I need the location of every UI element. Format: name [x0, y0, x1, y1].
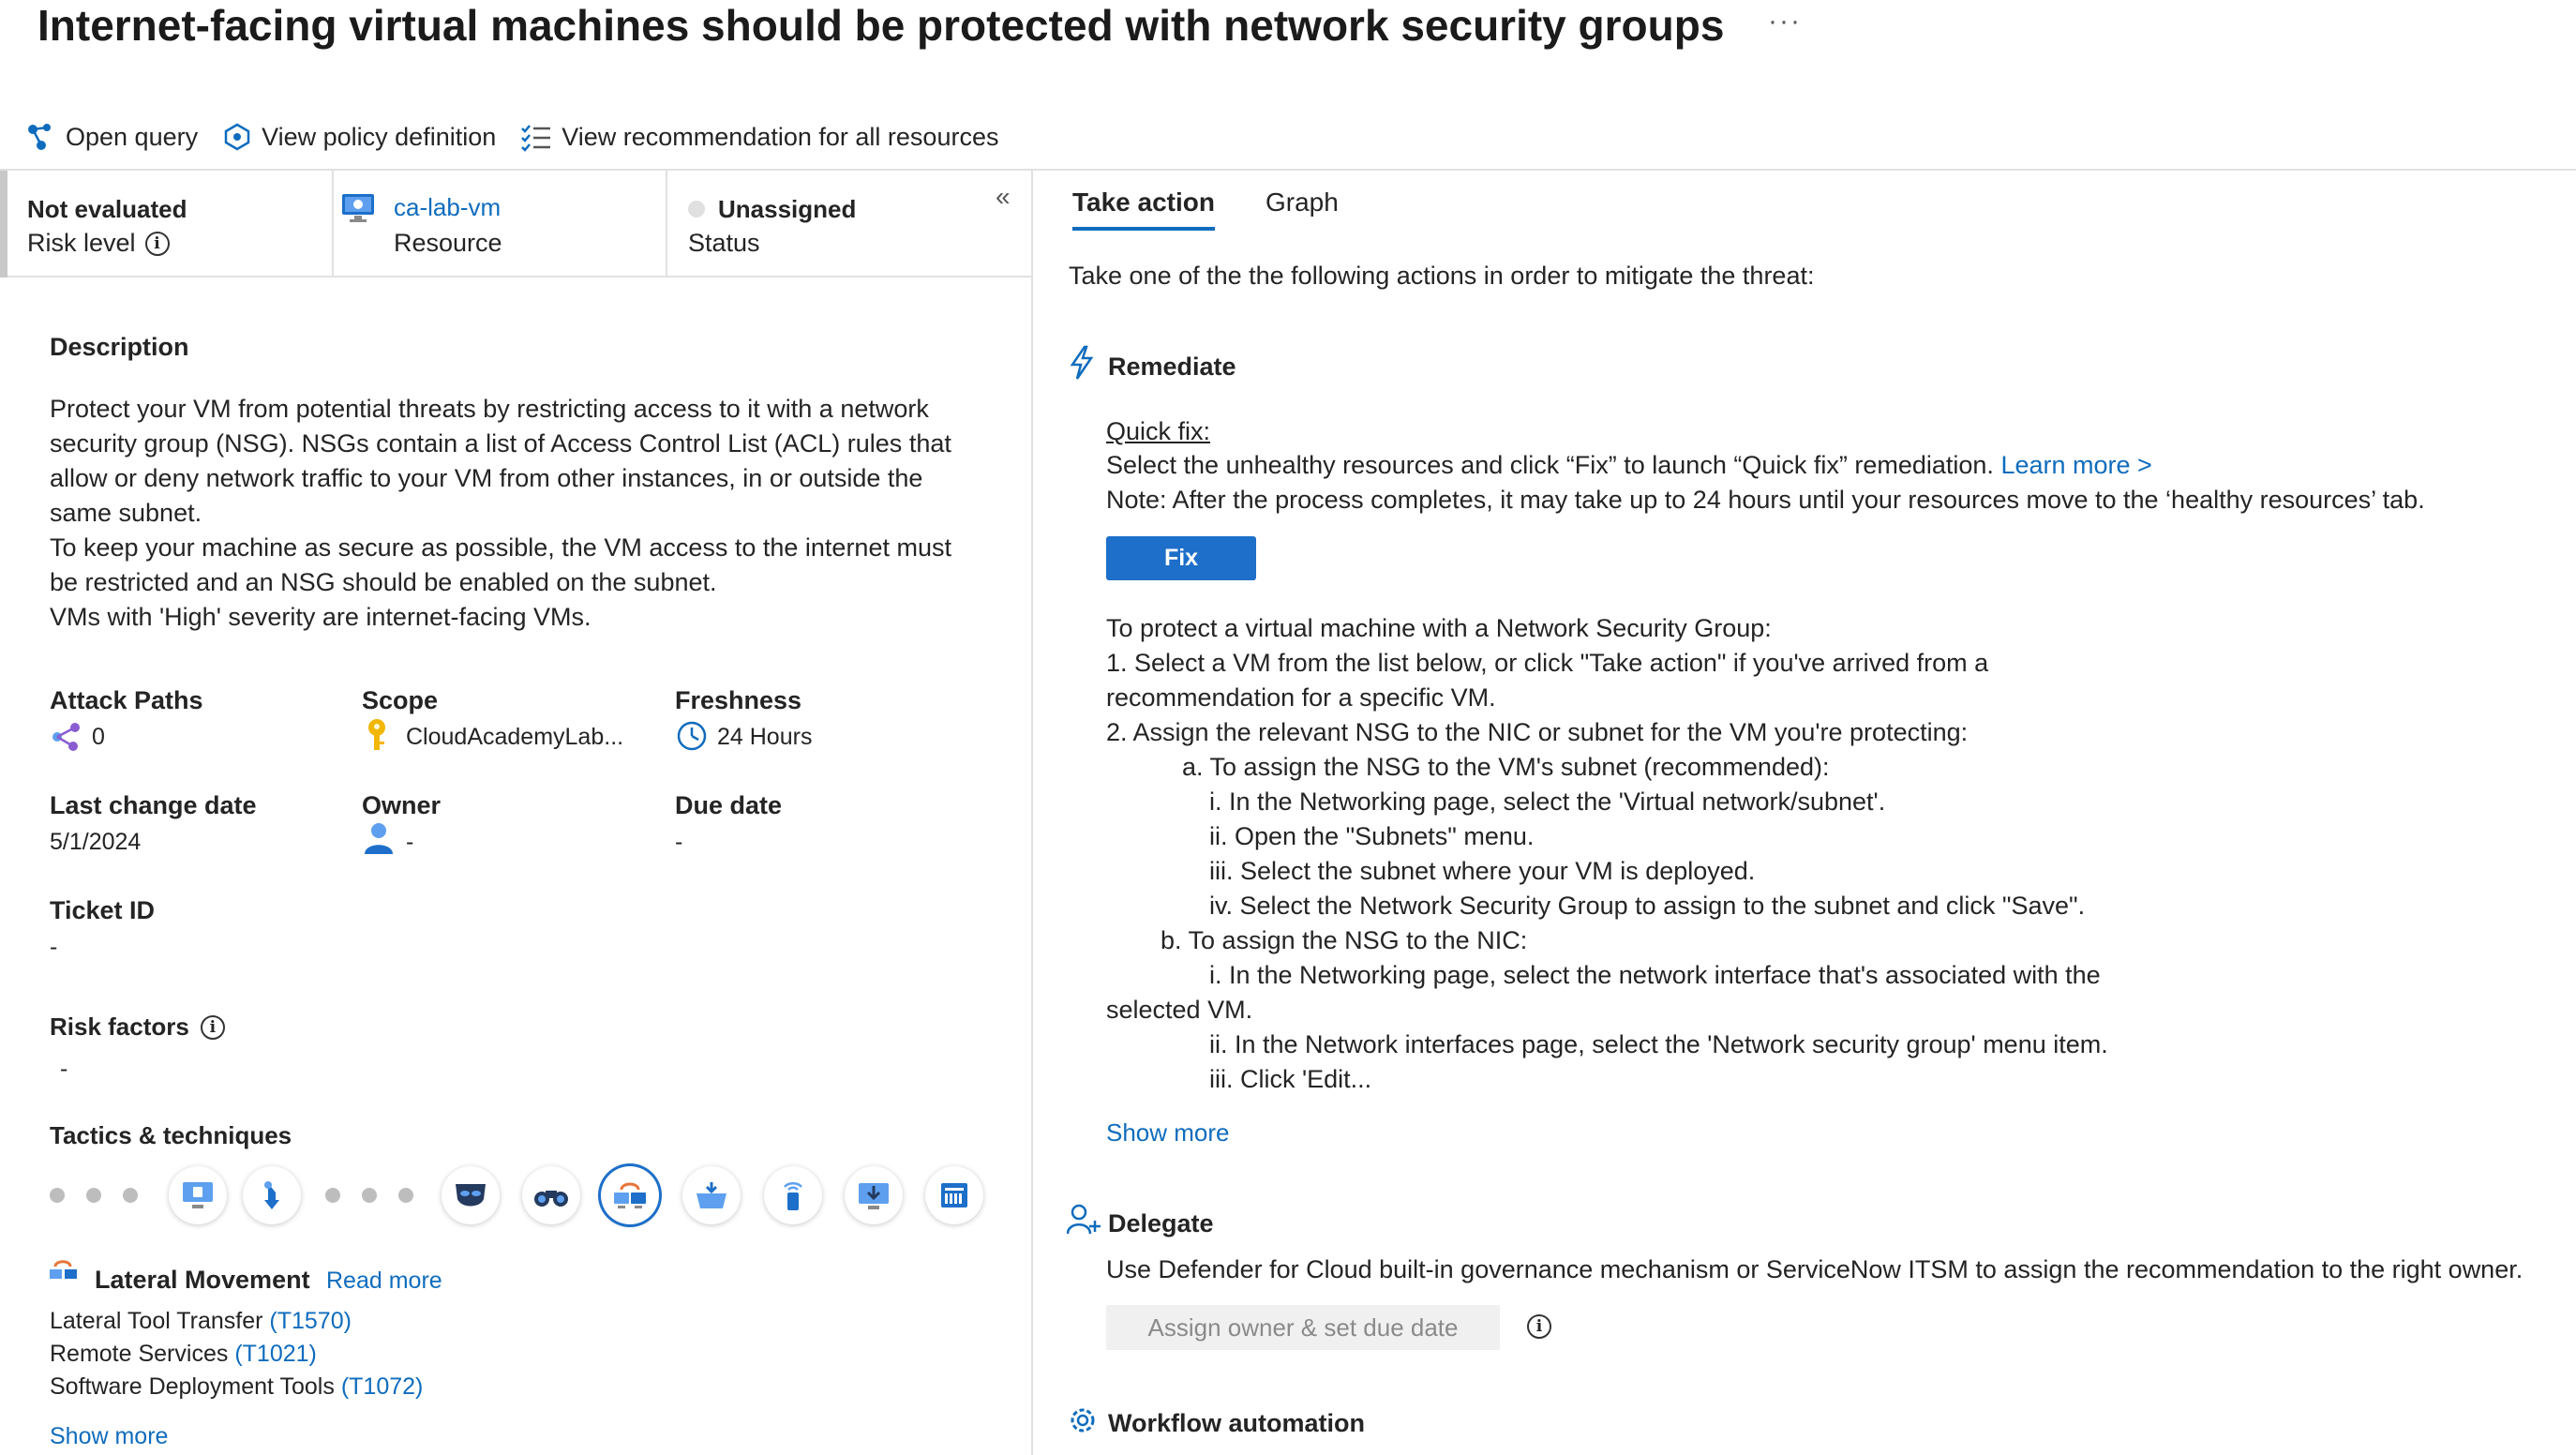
- tactics-heading: Tactics & techniques: [50, 1121, 292, 1149]
- attack-paths-value: 0: [92, 724, 105, 750]
- steps-show-more-link[interactable]: Show more: [1106, 1118, 1230, 1147]
- owner-label: Owner: [362, 791, 442, 819]
- step-line: ii. In the Network interfaces page, select the 'Network security group' menu item.: [1209, 1030, 2108, 1058]
- step-line: 1. Select a VM from the list below, or click "Take action" if you've arrived from a: [1106, 649, 1989, 677]
- view-all-button[interactable]: [520, 122, 998, 152]
- tactic-dot[interactable]: [362, 1188, 377, 1203]
- fix-button[interactable]: Fix: [1106, 536, 1256, 580]
- tactic-dot[interactable]: [123, 1188, 138, 1203]
- basket-icon: [694, 1180, 729, 1210]
- risk-factors-label: Risk factors: [50, 1012, 189, 1041]
- step-line: To protect a virtual machine with a Network Security Group:: [1106, 614, 1772, 642]
- learn-more-link[interactable]: Learn more >: [2000, 451, 2152, 479]
- checklist-icon: [520, 122, 552, 152]
- description-line: be restricted and an NSG should be enabled on the subnet.: [50, 568, 717, 596]
- technique-name: Lateral Tool Transfer: [50, 1308, 263, 1334]
- server-impact-icon: [938, 1179, 970, 1211]
- last-change-value: 5/1/2024: [50, 829, 142, 855]
- status-cell: [667, 171, 1031, 276]
- cursor-click-icon: [258, 1179, 286, 1211]
- take-action-intro: Take one of the the following actions in order to mitigate the threat:: [1069, 262, 1815, 290]
- step-line: i. In the Networking page, select the network interface that's associated with the: [1209, 961, 2101, 989]
- tab-graph[interactable]: Graph: [1265, 188, 1339, 217]
- resource-label: Resource: [394, 229, 502, 257]
- risk-factors-row: [50, 1012, 225, 1042]
- risk-level-label: Risk level: [27, 229, 136, 257]
- tactic-dot[interactable]: [86, 1188, 101, 1203]
- tactic-execution[interactable]: [243, 1166, 301, 1224]
- step-line: b. To assign the NSG to the NIC:: [1161, 926, 1528, 954]
- lightning-icon: [1069, 345, 1095, 381]
- page-title: Internet-facing virtual machines should be protected with network security groups: [37, 1, 1725, 50]
- summary-bar: [7, 171, 1033, 278]
- risk-level-label-row: [27, 229, 170, 258]
- step-line: 2. Assign the relevant NSG to the NIC or subnet for the VM you're protecting:: [1106, 718, 1969, 746]
- remediation-steps: [1106, 611, 2108, 1097]
- remediate-heading: Remediate: [1108, 352, 1236, 381]
- tactic-dot[interactable]: [50, 1188, 65, 1203]
- owner-value: -: [406, 829, 414, 855]
- quick-fix-row: [1106, 451, 2152, 480]
- due-date-label: Due date: [675, 791, 783, 819]
- step-line: iii. Click 'Edit...: [1209, 1065, 1372, 1093]
- selected-tactic-title: Lateral Movement: [95, 1266, 310, 1294]
- key-icon: [366, 718, 388, 752]
- collapse-panel-button[interactable]: «: [996, 182, 1011, 211]
- risk-level-value: Not evaluated: [27, 195, 187, 223]
- attack-path-icon: [51, 722, 82, 752]
- lateral-movement-icon: [49, 1258, 79, 1284]
- tactics-show-more-link[interactable]: Show more: [50, 1423, 169, 1449]
- lateral-movement-icon: [612, 1179, 648, 1211]
- technique-name: Software Deployment Tools: [50, 1373, 335, 1400]
- status-dot: [688, 201, 705, 218]
- description-line: Protect your VM from potential threats by restricting access to it with a network: [50, 395, 929, 423]
- quick-fix-text: Select the unhealthy resources and click “Fix” to launch “Quick fix” remediation.: [1106, 451, 1994, 479]
- step-line: iii. Select the subnet where your VM is deployed.: [1209, 857, 1756, 885]
- workflow-heading: Workflow automation: [1108, 1409, 1365, 1437]
- step-line: i. In the Networking page, select the 'Virtual network/subnet'.: [1209, 788, 1886, 816]
- technique-link[interactable]: (T1570): [269, 1308, 352, 1334]
- view-policy-button[interactable]: [222, 122, 496, 152]
- info-icon[interactable]: i: [145, 232, 170, 256]
- description-text: [50, 392, 951, 635]
- view-all-label: View recommendation for all resources: [562, 122, 999, 151]
- ticket-id-value: -: [50, 934, 58, 960]
- info-icon[interactable]: i: [1527, 1314, 1551, 1339]
- technique-item: [50, 1305, 423, 1338]
- step-line: ii. Open the "Subnets" menu.: [1209, 822, 1535, 850]
- user-icon: [363, 821, 395, 855]
- step-line: iv. Select the Network Security Group to assign to the subnet and click "Save".: [1209, 892, 2086, 920]
- clock-icon: [676, 720, 708, 752]
- more-options-button[interactable]: ···: [1768, 6, 1802, 37]
- delegate-text: Use Defender for Cloud built-in governance mechanism or ServiceNow ITSM to assign the recommendation to the right owner.: [1106, 1255, 2524, 1283]
- step-line: a. To assign the NSG to the VM's subnet (recommended):: [1182, 753, 1830, 781]
- risk-factors-value: -: [60, 1056, 68, 1082]
- tactic-lateral-movement[interactable]: [601, 1166, 659, 1224]
- technique-link[interactable]: (T1072): [340, 1373, 424, 1400]
- scope-value: CloudAcademyLab...: [406, 724, 624, 750]
- tactic-dot[interactable]: [398, 1188, 413, 1203]
- description-heading: Description: [50, 333, 189, 361]
- tactic-impact[interactable]: [925, 1166, 983, 1224]
- assign-owner-button[interactable]: Assign owner & set due date: [1106, 1305, 1500, 1350]
- description-line: allow or deny network traffic to your VM from other instances, in or outside the: [50, 464, 923, 492]
- step-line: recommendation for a specific VM.: [1106, 683, 1496, 712]
- step-line: selected VM.: [1106, 996, 1253, 1024]
- tactic-command-and-control[interactable]: [764, 1166, 822, 1224]
- tab-take-action[interactable]: Take action: [1072, 188, 1215, 231]
- technique-name: Remote Services: [50, 1341, 229, 1367]
- risk-level-cell: [7, 171, 334, 276]
- gear-icon: [1067, 1404, 1099, 1436]
- last-change-label: Last change date: [50, 791, 257, 819]
- delegate-heading: Delegate: [1108, 1209, 1214, 1238]
- open-query-label: Open query: [66, 122, 199, 151]
- status-value: Unassigned: [718, 195, 857, 223]
- tactic-collection[interactable]: [682, 1166, 741, 1224]
- monitor-lock-icon: [181, 1179, 215, 1211]
- ticket-id-label: Ticket ID: [50, 896, 156, 924]
- status-label: Status: [688, 229, 760, 257]
- mask-icon: [454, 1180, 487, 1210]
- tactics-chain: [37, 1162, 1012, 1228]
- read-more-link[interactable]: Read more: [326, 1268, 442, 1294]
- tactic-defense-evasion[interactable]: [442, 1166, 500, 1224]
- description-line: security group (NSG). NSGs contain a list of Access Control List (ACL) rules that: [50, 429, 951, 458]
- tab-bar: [1072, 188, 1389, 231]
- download-monitor-icon: [857, 1179, 891, 1211]
- tactic-initial-access[interactable]: [169, 1166, 227, 1224]
- technique-item: [50, 1338, 423, 1371]
- technique-link[interactable]: (T1021): [234, 1341, 317, 1367]
- virtual-machine-icon: [341, 193, 375, 223]
- description-line: VMs with 'High' severity are internet-facing VMs.: [50, 603, 592, 631]
- description-line: To keep your machine as secure as possible, the VM access to the internet must: [50, 533, 951, 562]
- info-icon[interactable]: i: [201, 1015, 225, 1040]
- view-policy-label: View policy definition: [262, 122, 497, 151]
- freshness-label: Freshness: [675, 686, 802, 714]
- techniques-list: [50, 1305, 423, 1403]
- resource-link[interactable]: ca-lab-vm: [394, 193, 502, 221]
- query-icon: [26, 122, 56, 152]
- due-date-value: -: [675, 829, 683, 855]
- binoculars-icon: [533, 1181, 569, 1209]
- tactic-dot[interactable]: [325, 1188, 340, 1203]
- person-add-icon: [1067, 1204, 1101, 1236]
- tactic-discovery[interactable]: [522, 1166, 580, 1224]
- freshness-value: 24 Hours: [717, 724, 813, 750]
- open-query-button[interactable]: [26, 122, 198, 152]
- quick-fix-label: Quick fix:: [1106, 417, 1211, 445]
- attack-paths-label: Attack Paths: [50, 686, 203, 714]
- technique-item: [50, 1371, 423, 1403]
- tactic-exfiltration[interactable]: [845, 1166, 903, 1224]
- description-line: same subnet.: [50, 499, 202, 527]
- command-bar: [26, 118, 1023, 156]
- policy-icon: [222, 122, 252, 152]
- quick-fix-note: Note: After the process completes, it may take up to 24 hours until your resources move to the ‘healthy resources’ tab.: [1106, 486, 2425, 514]
- left-accent-bar: [0, 171, 7, 278]
- wireless-device-icon: [779, 1179, 807, 1211]
- resource-cell: [334, 171, 667, 276]
- scope-label: Scope: [362, 686, 439, 714]
